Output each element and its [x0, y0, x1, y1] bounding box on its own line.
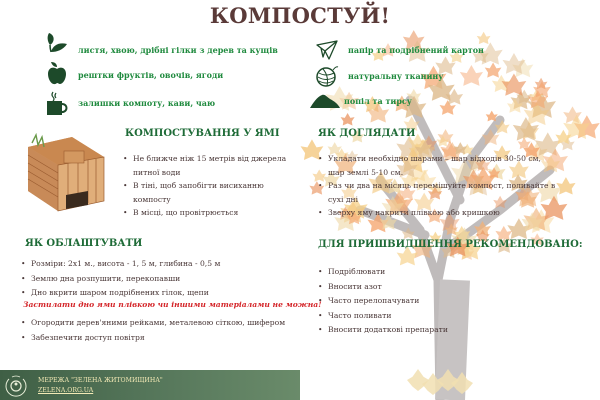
- leaves-icon: [44, 30, 70, 56]
- cup-icon: [44, 90, 70, 116]
- list-item: • Вносити азот: [318, 280, 538, 295]
- material-item-fruit: [44, 60, 223, 86]
- list-item: • В місці, що провітрюється: [123, 206, 293, 220]
- footer-banner: [0, 370, 300, 400]
- section-title-speed: ДЛЯ ПРИШВИДШЕННЯ РЕКОМЕНДОВАНО:: [318, 239, 583, 250]
- ash-pile-icon: [310, 88, 340, 114]
- list-item: • Огородити дерев'яними рейками, металевою сіткою, шифером: [21, 316, 311, 331]
- list-item: • Дно вкрити шаром подрібнених гілок, щепи: [21, 286, 311, 301]
- list-item: • Не ближче ніж 15 метрів від джерела питної води: [123, 152, 293, 179]
- material-item-fabric: [314, 63, 443, 89]
- paper-plane-icon: [314, 37, 340, 63]
- pit-list: [123, 152, 293, 220]
- material-text: рештки фруктів, овочів, ягоди: [78, 70, 224, 80]
- section-title-care: ЯК ДОГЛЯДАТИ: [318, 128, 416, 139]
- list-item: • Раз чи два на місяць перемішуйте компост, поливайте в сухі дні: [318, 179, 558, 206]
- section-title-setup: ЯК ОБЛАШТУВАТИ: [25, 238, 143, 249]
- material-item-paper: [314, 37, 484, 63]
- material-item-leaves: [44, 30, 278, 56]
- page-title: КОМПОСТУЙ!: [209, 3, 391, 28]
- organization-logo-icon: [4, 373, 28, 397]
- section-title-pit: КОМПОСТУВАННЯ У ЯМІ: [125, 128, 280, 139]
- apple-icon: [44, 60, 70, 86]
- warning-text: Застилати дно ями плівкою чи іншими матеріалами не можна!: [23, 300, 322, 309]
- website-link[interactable]: ZELENA.ORG.UA: [38, 387, 94, 394]
- list-item: • Подріблювати: [318, 265, 538, 280]
- organization-name: МЕРЕЖА "ЗЕЛЕНА ЖИТОМИЩИНА": [38, 377, 163, 384]
- material-text: натуральну тканину: [348, 71, 444, 81]
- setup-list-top: [21, 257, 311, 301]
- setup-list-bottom: [21, 316, 311, 345]
- list-item: • Забезпечити доступ повітря: [21, 331, 311, 346]
- material-item-ash: [310, 88, 412, 114]
- material-text: папір та подрібнений картон: [348, 45, 484, 55]
- material-text: попіл та тирсу: [344, 96, 412, 106]
- care-list: [318, 152, 558, 220]
- yarn-ball-icon: [314, 63, 340, 89]
- list-item: • Землю дна розпушити, перекопавши: [21, 272, 311, 287]
- compost-box-illustration: [22, 133, 110, 213]
- list-item: • Укладати необхідно шарами – шар відходів 30-50 см, шар землі 5-10 см.: [318, 152, 558, 179]
- material-text: залишки компоту, кави, чаю: [78, 98, 216, 108]
- list-item: • Зверху яму накрити плівкою або кришкою: [318, 206, 558, 220]
- list-item: • Часто перелопачувати: [318, 294, 538, 309]
- list-item: • В тіні, щоб запобігти висиханню компосту: [123, 179, 293, 206]
- speed-list: [318, 265, 538, 338]
- list-item: • Вносити додаткові препарати: [318, 323, 538, 338]
- list-item: • Розміри: 2х1 м., висота - 1, 5 м, глибина - 0,5 м: [21, 257, 311, 272]
- material-text: листя, хвою, дрібні гілки з дерев та кущів: [78, 45, 278, 55]
- material-item-drinks: [44, 90, 215, 116]
- list-item: • Часто поливати: [318, 309, 538, 324]
